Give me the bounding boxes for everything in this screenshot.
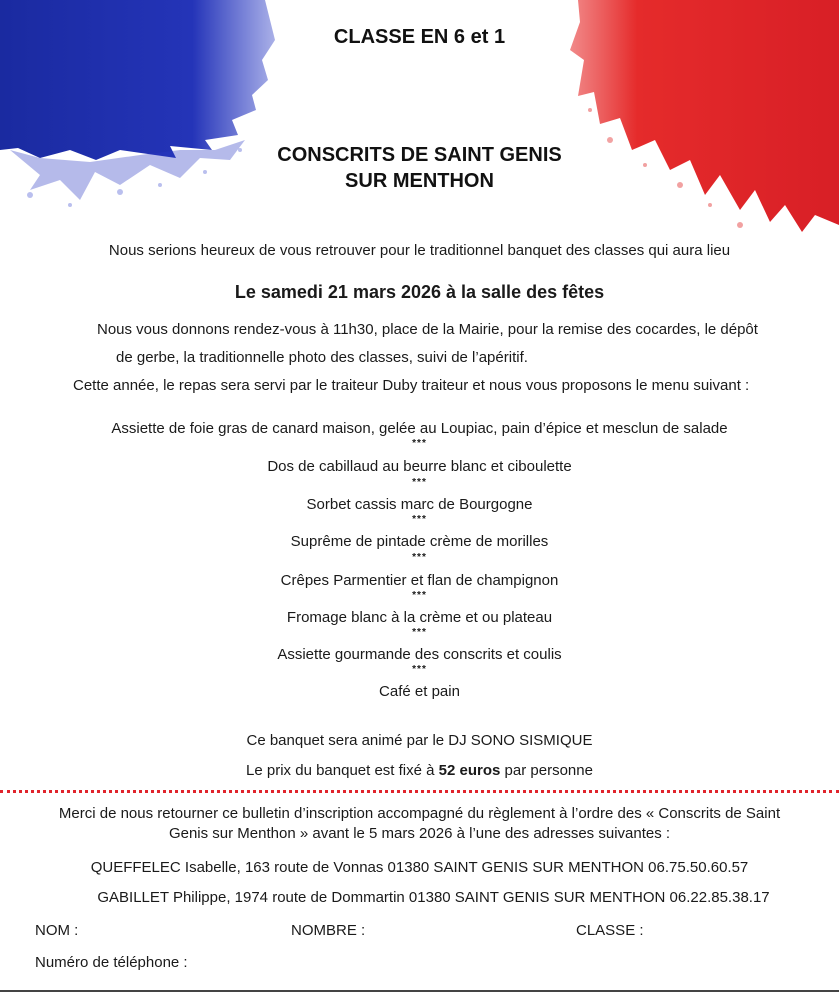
address-gabillet: GABILLET Philippe, 1974 route de Dommartin 01380 SAINT GENIS SUR MENTHON 06.22.85.38.17 <box>97 889 770 906</box>
price-amount: 52 euros <box>438 762 501 779</box>
main-title-line2: SUR MENTHON <box>345 170 494 192</box>
menu-item-8: Café et pain <box>379 683 460 700</box>
class-title: CLASSE EN 6 et 1 <box>333 26 506 48</box>
address-queffelec: QUEFFELEC Isabelle, 163 route de Vonnas 01380 SAINT GENIS SUR MENTHON 06.75.50.60.57 <box>90 859 749 876</box>
price-line <box>0 762 839 779</box>
menu-separator: *** <box>412 438 427 449</box>
menu-separator: *** <box>412 477 427 488</box>
rendezvous-line1: Nous vous donnons rendez-vous à 11h30, place de la Mairie, pour la remise des cocardes, le dépôt <box>97 321 758 338</box>
menu-item-2: Dos de cabillaud au beurre blanc et ciboulette <box>267 458 572 475</box>
classe-label: CLASSE : <box>576 922 644 939</box>
price-prefix: Le prix du banquet est fixé à <box>246 762 439 779</box>
menu-separator: *** <box>412 514 427 525</box>
price-suffix: par personne <box>500 762 593 779</box>
rendezvous-line2: de gerbe, la traditionnelle photo des classes, suivi de l’apéritif. <box>116 349 528 366</box>
menu-item-6: Fromage blanc à la crème et ou plateau <box>286 609 553 626</box>
event-date: Le samedi 21 mars 2026 à la salle des fêtes <box>234 282 605 302</box>
dj-line: Ce banquet sera animé par le DJ SONO SISMIQUE <box>246 732 593 749</box>
bulletin-line1: Merci de nous retourner ce bulletin d’inscription accompagné du règlement à l’ordre des « Conscrits de Saint <box>58 805 781 822</box>
nom-label: NOM : <box>35 922 79 939</box>
menu-item-7: Assiette gourmande des conscrits et coulis <box>277 646 562 663</box>
menu-item-4: Suprême de pintade crème de morilles <box>290 533 549 550</box>
cut-line <box>0 790 839 793</box>
phone-label: Numéro de téléphone : <box>35 954 188 971</box>
menu-separator: *** <box>412 590 427 601</box>
menu-item-1: Assiette de foie gras de canard maison, gelée au Loupiac, pain d’épice et mesclun de salade <box>111 420 728 437</box>
menu-item-5: Crêpes Parmentier et flan de champignon <box>280 572 559 589</box>
menu-separator: *** <box>412 664 427 675</box>
menu-item-3: Sorbet cassis marc de Bourgogne <box>306 496 533 513</box>
traiteur-line: Cette année, le repas sera servi par le traiteur Duby traiteur et nous vous proposons le menu suivant : <box>73 377 750 394</box>
nombre-label: NOMBRE : <box>291 922 366 939</box>
bulletin-line2: Genis sur Menthon » avant le 5 mars 2026 à l’une des adresses suivantes : <box>168 825 671 842</box>
intro-text: Nous serions heureux de vous retrouver pour le traditionnel banquet des classes qui aura lieu <box>108 242 731 259</box>
menu-separator: *** <box>412 627 427 638</box>
menu-separator: *** <box>412 552 427 563</box>
main-title-line1: CONSCRITS DE SAINT GENIS <box>277 144 562 166</box>
page-bottom-border <box>0 990 839 992</box>
